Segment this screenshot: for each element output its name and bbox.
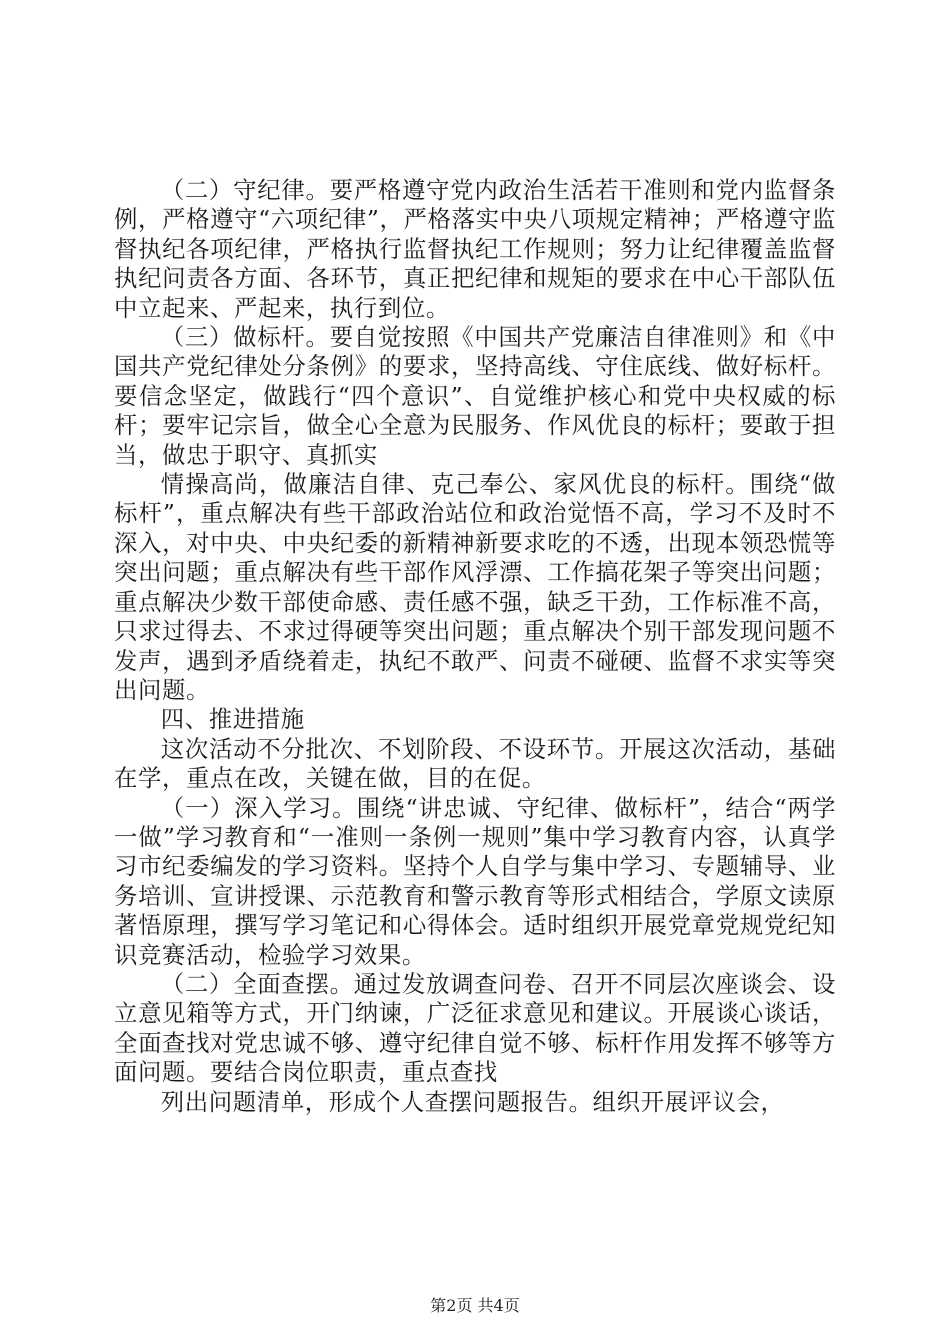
paragraph-activity-overview: 这次活动不分批次、不划阶段、不设环节。开展这次活动，基础在学，重点在改，关键在做，目的在促。 [114,734,836,793]
paragraph-problem-list: 列出问题清单，形成个人查摆问题报告。组织开展评议会， [160,1087,785,1116]
paragraph-discipline: （二）守纪律。要严格遵守党内政治生活若干准则和党内监督条例，严格遵守“六项纪律”，严格落实中央八项规定精神；严格遵守监督执纪各项纪律，严格执行监督执纪工作规则；努力让纪律覆盖监督执纪问责各方面、各环节，真正把纪律和规矩的要求在中心干部队伍中立起来、严起来，执行到位。 [114,176,836,322]
paragraph-benchmark-continued: 情操高尚，做廉洁自律、克己奉公、家风优良的标杆。围绕“做标杆”，重点解决有些干部政治站位和政治觉悟不高，学习不及时不深入，对中央、中央纪委的新精神新要求吃的不透，出现本领恐慌等突出问题；重点解决有些干部作风浮漂、工作搞花架子等突出问题；重点解决少数干部使命感、责任感不强，缺乏干劲，工作标准不高，只求过得去、不求过得硬等突出问题；重点解决个别干部发现问题不发声，遇到矛盾绕着走，执纪不敢严、问责不碰硬、监督不求实等突出问题。 [114,470,836,704]
paragraph-comprehensive-review: （二）全面查摆。通过发放调查问卷、召开不同层次座谈会、设立意见箱等方式，开门纳谏，广泛征求意见和建议。开展谈心谈话，全面查找对党忠诚不够、遵守纪律自觉不够、标杆作用发挥不够等方面问题。要结合岗位职责，重点查找 [114,969,836,1087]
document-body [114,176,836,1117]
page-number-footer: 第2页 共4页 [430,1296,520,1315]
paragraph-in-depth-study: （一）深入学习。围绕“讲忠诚、守纪律、做标杆”，结合“两学一做”学习教育和“一准则一条例一规则”集中学习教育内容，认真学习市纪委编发的学习资料。坚持个人自学与集中学习、专题辅导、业务培训、宣讲授课、示范教育和警示教育等形式相结合，学原文读原著悟原理，撰写学习笔记和心得体会。适时组织开展党章党规党纪知识竞赛活动，检验学习效果。 [114,793,836,969]
paragraph-benchmark: （三）做标杆。要自觉按照《中国共产党廉洁自律准则》和《中国共产党纪律处分条例》的要求，坚持高线、守住底线、做好标杆。要信念坚定，做践行“四个意识”、自觉维护核心和党中央权威的标杆；要牢记宗旨，做全心全意为民服务、作风优良的标杆；要敢于担当，做忠于职守、真抓实 [114,323,836,469]
section-heading-measures: 四、推进措施 [160,705,305,734]
